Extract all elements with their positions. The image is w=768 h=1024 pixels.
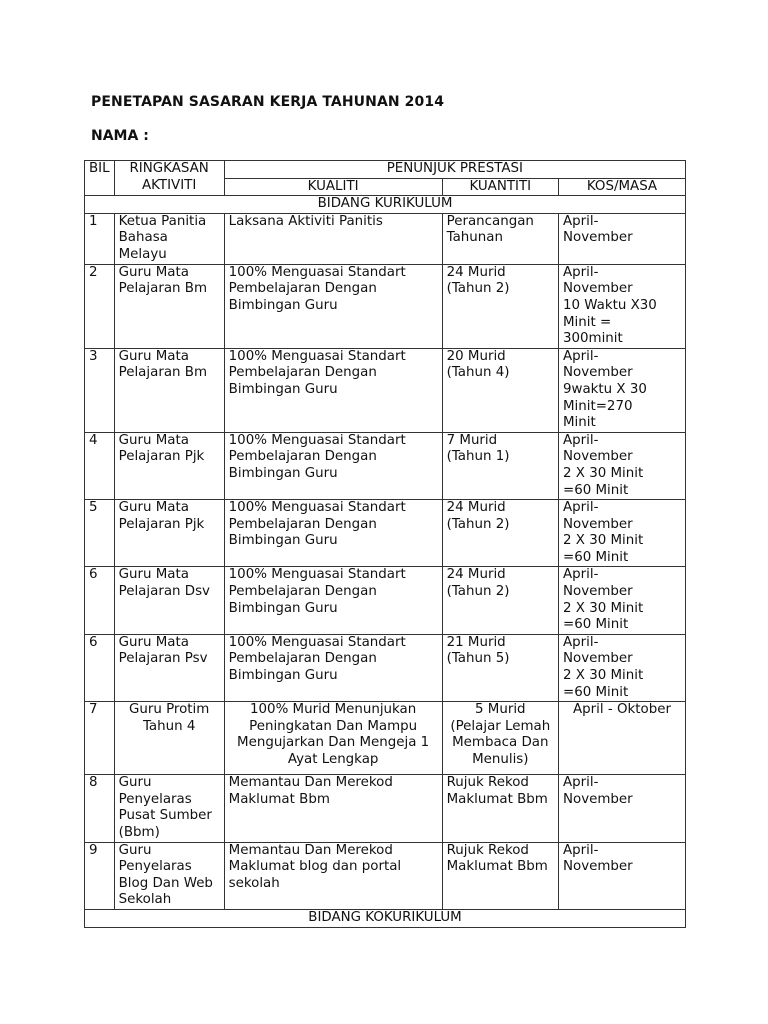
document-title: PENETAPAN SASARAN KERJA TAHUNAN 2014 xyxy=(91,94,445,110)
table-row xyxy=(85,264,686,348)
cell-aktiviti: Guru Mata Pelajaran Dsv xyxy=(114,567,224,634)
cell-kuantiti: 24 Murid (Tahun 2) xyxy=(442,264,558,348)
cell-kuantiti: 7 Murid (Tahun 1) xyxy=(442,432,558,499)
section-kokurikulum: BIDANG KOKURIKULUM xyxy=(85,909,686,927)
cell-kos-masa: April- November xyxy=(558,213,685,264)
cell-bil: 6 xyxy=(85,567,115,634)
header-penunjuk: PENUNJUK PRESTASI xyxy=(224,161,685,179)
cell-kos-masa: April- November 9waktu X 30 Minit=270 Minit xyxy=(558,348,685,432)
cell-aktiviti: Ketua Panitia Bahasa Melayu xyxy=(114,213,224,264)
cell-bil: 5 xyxy=(85,500,115,567)
cell-aktiviti: Guru Mata Pelajaran Bm xyxy=(114,264,224,348)
cell-kuantiti: 20 Murid (Tahun 4) xyxy=(442,348,558,432)
cell-kualiti: 100% Menguasai Standart Pembelajaran Dengan Bimbingan Guru xyxy=(224,264,442,348)
header-kos-masa: KOS/MASA xyxy=(558,178,685,196)
cell-kuantiti: 21 Murid (Tahun 5) xyxy=(442,634,558,701)
header-kuantiti: KUANTITI xyxy=(442,178,558,196)
cell-kos-masa: April- November xyxy=(558,775,685,842)
cell-aktiviti: Guru Mata Pelajaran Bm xyxy=(114,348,224,432)
cell-aktiviti: Guru Mata Pelajaran Pjk xyxy=(114,432,224,499)
name-label: NAMA : xyxy=(91,128,149,144)
cell-kualiti: Memantau Dan Merekod Maklumat blog dan portal sekolah xyxy=(224,842,442,909)
cell-aktiviti: Guru Mata Pelajaran Psv xyxy=(114,634,224,701)
cell-kos-masa: April - Oktober xyxy=(558,702,685,775)
table-row xyxy=(85,634,686,701)
table-row xyxy=(85,775,686,842)
cell-kualiti: 100% Menguasai Standart Pembelajaran Dengan Bimbingan Guru xyxy=(224,348,442,432)
cell-bil: 9 xyxy=(85,842,115,909)
cell-bil: 3 xyxy=(85,348,115,432)
cell-bil: 8 xyxy=(85,775,115,842)
header-ringkasan: RINGKASAN AKTIVITI xyxy=(114,161,224,196)
cell-kualiti: 100% Menguasai Standart Pembelajaran Dengan Bimbingan Guru xyxy=(224,432,442,499)
cell-kos-masa: April- November 2 X 30 Minit =60 Minit xyxy=(558,432,685,499)
cell-kualiti: Laksana Aktiviti Panitis xyxy=(224,213,442,264)
table-row xyxy=(85,702,686,775)
table-row xyxy=(85,500,686,567)
table-row xyxy=(85,842,686,909)
cell-aktiviti: Guru Protim Tahun 4 xyxy=(114,702,224,775)
cell-kuantiti: 5 Murid (Pelajar Lemah Membaca Dan Menulis) xyxy=(442,702,558,775)
cell-aktiviti: Guru Penyelaras Pusat Sumber (Bbm) xyxy=(114,775,224,842)
cell-kualiti: 100% Menguasai Standart Pembelajaran Dengan Bimbingan Guru xyxy=(224,634,442,701)
cell-kos-masa: April- November 2 X 30 Minit =60 Minit xyxy=(558,567,685,634)
cell-kos-masa: April- November 2 X 30 Minit =60 Minit xyxy=(558,634,685,701)
table-row xyxy=(85,348,686,432)
cell-kualiti: 100% Menguasai Standart Pembelajaran Dengan Bimbingan Guru xyxy=(224,567,442,634)
cell-bil: 6 xyxy=(85,634,115,701)
cell-kuantiti: Perancangan Tahunan xyxy=(442,213,558,264)
table-row xyxy=(85,567,686,634)
cell-kos-masa: April- November 10 Waktu X30 Minit = 300minit xyxy=(558,264,685,348)
cell-kuantiti: Rujuk Rekod Maklumat Bbm xyxy=(442,842,558,909)
cell-kuantiti: Rujuk Rekod Maklumat Bbm xyxy=(442,775,558,842)
cell-kualiti: 100% Murid Menunjukan Peningkatan Dan Mampu Mengujarkan Dan Mengeja 1 Ayat Lengkap xyxy=(224,702,442,775)
cell-aktiviti: Guru Penyelaras Blog Dan Web Sekolah xyxy=(114,842,224,909)
cell-kualiti: Memantau Dan Merekod Maklumat Bbm xyxy=(224,775,442,842)
table-row xyxy=(85,432,686,499)
cell-bil: 1 xyxy=(85,213,115,264)
cell-bil: 4 xyxy=(85,432,115,499)
table-row xyxy=(85,213,686,264)
cell-kualiti: 100% Menguasai Standart Pembelajaran Dengan Bimbingan Guru xyxy=(224,500,442,567)
section-kurikulum: BIDANG KURIKULUM xyxy=(85,196,686,214)
cell-bil: 7 xyxy=(85,702,115,775)
cell-kos-masa: April- November 2 X 30 Minit =60 Minit xyxy=(558,500,685,567)
cell-bil: 2 xyxy=(85,264,115,348)
cell-kos-masa: April- November xyxy=(558,842,685,909)
header-bil: BIL xyxy=(85,161,115,196)
cell-kuantiti: 24 Murid (Tahun 2) xyxy=(442,567,558,634)
cell-kuantiti: 24 Murid (Tahun 2) xyxy=(442,500,558,567)
header-kualiti: KUALITI xyxy=(224,178,442,196)
target-table xyxy=(84,160,686,928)
cell-aktiviti: Guru Mata Pelajaran Pjk xyxy=(114,500,224,567)
